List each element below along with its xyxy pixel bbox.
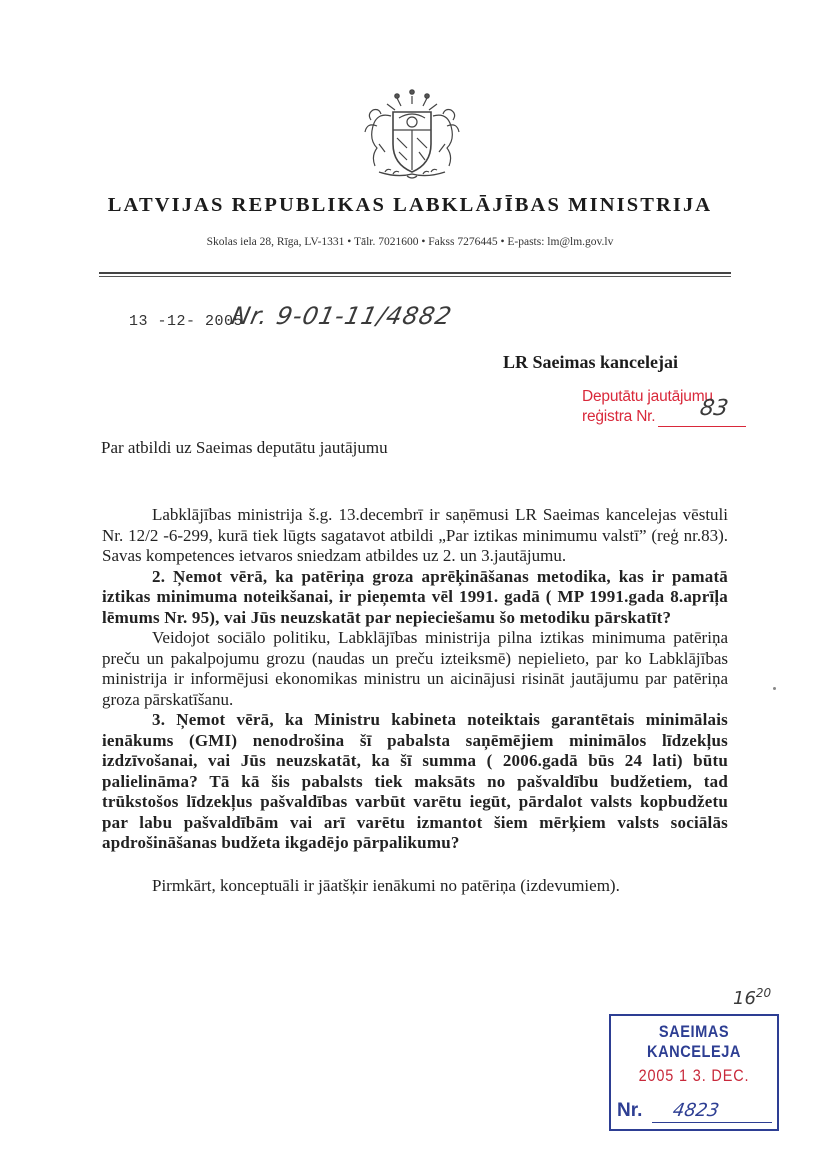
letter-body (102, 505, 728, 896)
handwritten-folio (733, 986, 771, 1009)
stamped-date: 13 -12- 2005 (129, 313, 244, 330)
letter-subject: Par atbildi uz Saeimas deputātu jautājumu (101, 438, 388, 457)
latvia-coat-of-arms-icon (357, 86, 467, 181)
header-divider (99, 272, 731, 274)
registry-stamp-label: reģistra Nr. (582, 408, 656, 425)
addressee: LR Saeimas kancelejai (503, 352, 678, 372)
registry-number-handwritten: 83 (697, 396, 730, 421)
chancery-stamp-nr-line (652, 1122, 772, 1123)
intro-paragraph: Labklājības ministrija š.g. 13.decembrī ir saņēmusi LR Saeimas kancelejas vēstuli Nr. 12/2 -6-299, kurā tiek lūgts sagatavot atbildi „Par iztikas minimumu valstī” (reģ nr.83). Savas kompetences ietvaros sniedzam atbildes uz 2. un 3.jautājumu. (102, 505, 728, 565)
chancery-stamp-date: 2005 1 3. DEC. (638, 1066, 750, 1085)
folio-sup: 20 (755, 986, 772, 1000)
scan-speck (773, 687, 776, 690)
chancery-stamp-title: SAEIMAS KANCELEJA (646, 1022, 742, 1061)
question-3: 3. Ņemot vērā, ka Ministru kabineta noteiktais garantētais minimālais ienākums (GMI) nenodrošina šī pabalsta saņēmējiem minimālos līdzekļus izdzīvošanai, vai Jūs neuzskatāt, ka šī summa ( 2006.gadā būs 24 lati) būtu palielināma? Tā kā šis pabalsts tiek maksāts no pašvaldību budžetiem, tad trūkstošos līdzekļus pašvaldības varbūt varētu iegūt, pārdalot valsts kopbudžetu par labu pašvaldībām vai arī varētu izmantot šiem mērķiem valsts sociālās apdrošināšanas budžeta ikgadējo pārpalikumu? (102, 710, 728, 852)
question-2: 2. Ņemot vērā, ka patēriņa groza aprēķināšanas metodika, kas ir pamatā iztikas minimuma noteikšanai, ir pieņemta vēl 1991. gadā ( MP 1991.gada 8.aprīļa lēmums Nr. 95), vai Jūs neuzskatāt par nepieciešamu šo metodiku pārskatīt? (102, 566, 728, 627)
contact-line: Skolas iela 28, Rīga, LV-1331 • Tālr. 7021600 • Fakss 7276445 • E-pasts: lm@lm.gov.lv (206, 236, 614, 248)
ministry-name: LATVIJAS REPUBLIKAS LABKLĀJĪBAS MINISTRIJA (107, 194, 713, 216)
chancery-stamp-nr-value: 4823 (671, 1100, 721, 1121)
registry-stamp-line1: Deputātu jautājumu (582, 388, 713, 405)
chancery-stamp-nr-label: Nr. (617, 1100, 643, 1121)
registry-stamp (582, 387, 752, 427)
header-divider-thin (99, 276, 731, 277)
chancery-stamp (609, 1014, 779, 1131)
answer-2: Veidojot sociālo politiku, Labklājības ministrija pilna iztikas minimuma patēriņa preču un pakalpojumu grozu (naudas un preču izteiksmē) nepielieto, par ko Labklājības ministrija ir informējusi ekonomikas ministru un aicinājusi risināt jautājumu par patēriņa groza pārskatīšanu. (102, 628, 728, 709)
folio-main: 16 (733, 988, 756, 1009)
answer-3-start: Pirmkārt, konceptuāli ir jāatšķir ienākumi no patēriņa (izdevumiem). (152, 875, 620, 895)
handwritten-reference-number: Nr. 9-01-11/4882 (229, 302, 455, 330)
